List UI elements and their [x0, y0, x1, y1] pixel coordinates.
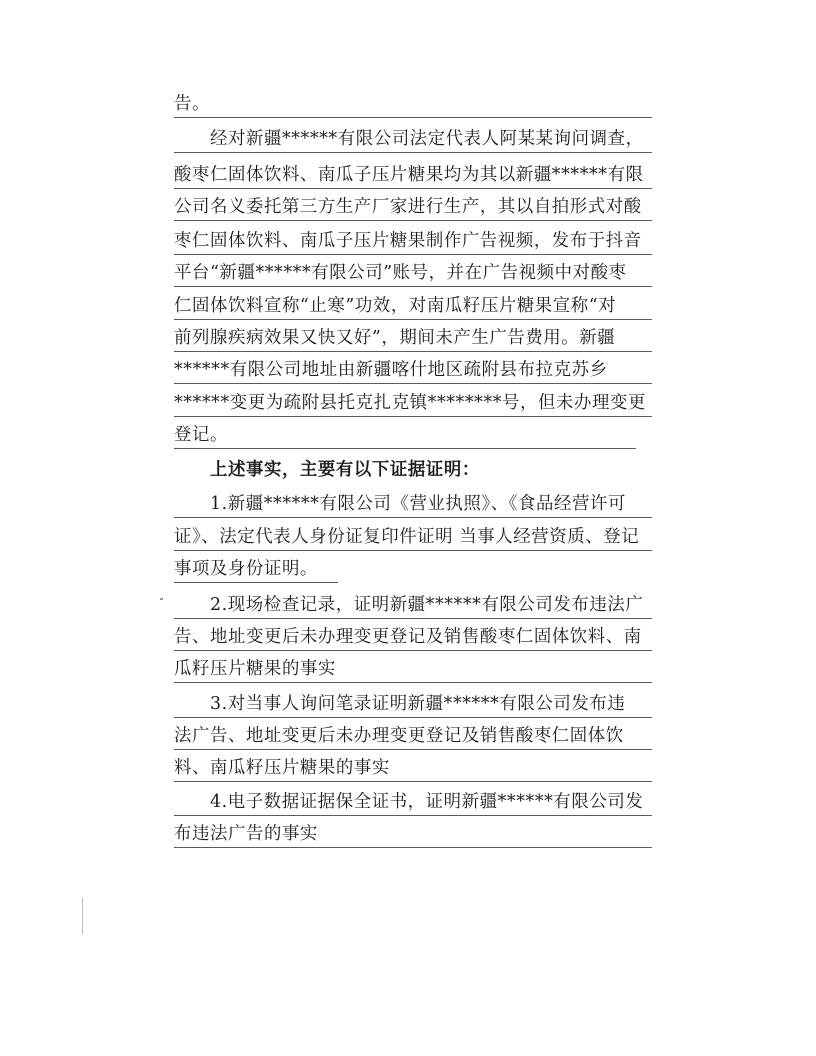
- paragraph-line: 经对新疆******有限公司法定代表人阿某某询问调查，: [174, 128, 652, 153]
- evidence-item-line: 1.新疆******有限公司《营业执照》、《食品经营许可: [174, 493, 652, 518]
- evidence-item-line: 2.现场检查记录，证明新疆******有限公司发布违法广: [174, 594, 652, 619]
- paragraph-line: 告。: [174, 93, 652, 118]
- paragraph-line: 前列腺疾病效果又快又好”，期间未产生广告费用。新疆: [174, 327, 652, 352]
- evidence-item-line: 法广告、地址变更后未办理变更登记及销售酸枣仁固体饮: [174, 725, 652, 750]
- scan-speck: [160, 598, 163, 600]
- evidence-item-line: 布违法广告的事实: [174, 823, 652, 848]
- evidence-item-line: 瓜籽压片糖果的事实: [174, 658, 652, 683]
- paragraph-line: 酸枣仁固体饮料、南瓜子压片糖果均为其以新疆******有限: [174, 164, 652, 189]
- paragraph-line: 平台“新疆******有限公司”账号，并在广告视频中对酸枣: [174, 262, 652, 287]
- evidence-item-line: 证》、法定代表人身份证复印件证明 当事人经营资质、登记: [174, 526, 652, 551]
- left-margin-mark: [82, 898, 83, 934]
- paragraph-line: ******变更为疏附县托克扎克镇********号，但未办理变更: [174, 392, 652, 417]
- evidence-item-line: 料、南瓜籽压片糖果的事实: [174, 757, 652, 782]
- evidence-item-line: 4.电子数据证据保全证书，证明新疆******有限公司发: [174, 791, 652, 816]
- paragraph-line: 公司名义委托第三方生产厂家进行生产，其以自拍形式对酸: [174, 196, 652, 221]
- evidence-item-line: 告、地址变更后未办理变更登记及销售酸枣仁固体饮料、南: [174, 626, 652, 651]
- evidence-heading: 上述事实，主要有以下证据证明：: [174, 460, 480, 480]
- evidence-item-line: 3.对当事人询问笔录证明新疆******有限公司发布违: [174, 693, 652, 718]
- paragraph-line: 仁固体饮料宣称“止寒”功效，对南瓜籽压片糖果宣称“对: [174, 295, 652, 320]
- evidence-item-line: 事项及身份证明。: [174, 558, 338, 583]
- paragraph-line: 登记。: [174, 424, 636, 449]
- paragraph-line: 枣仁固体饮料、南瓜子压片糖果制作广告视频，发布于抖音: [174, 230, 652, 255]
- paragraph-line: ******有限公司地址由新疆喀什地区疏附县布拉克苏乡: [174, 359, 652, 384]
